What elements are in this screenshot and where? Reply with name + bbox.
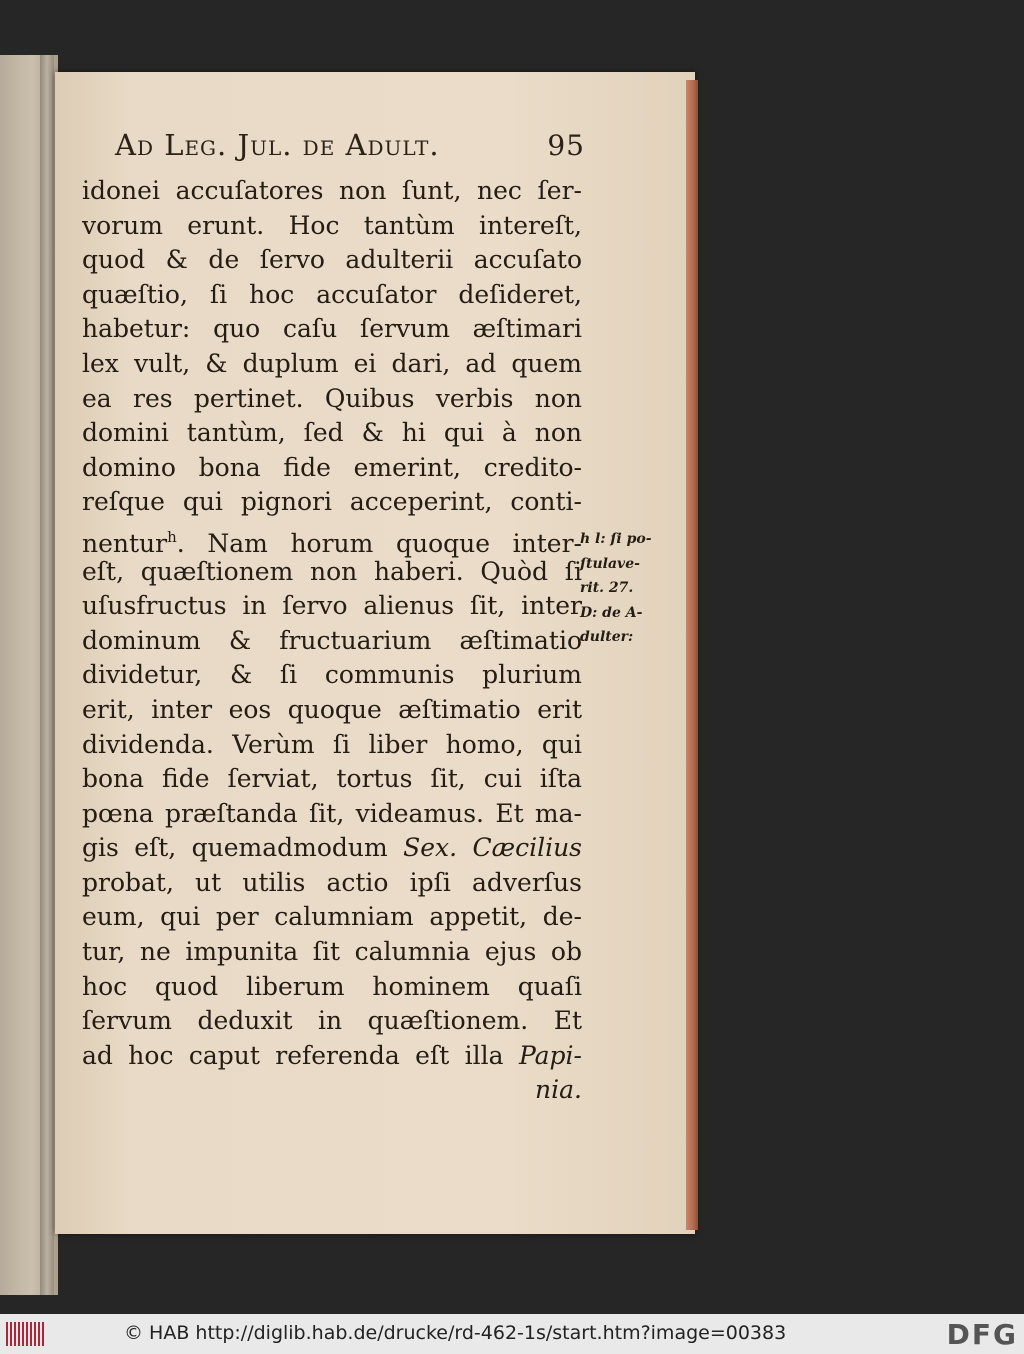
text-line: quod & de ſervo adulterii accuſato — [82, 245, 582, 275]
text-line: dividetur, & ſi communis plurium — [82, 660, 582, 690]
text-line: probat, ut utilis actio ipſi adverſus — [82, 867, 582, 897]
text-line: dominum & fructuarium æſtimatio — [82, 625, 582, 655]
line-head: gis eſt, quemadmodum — [82, 833, 388, 863]
text-line: quæſtio, ſi hoc accuſator deſideret, — [82, 279, 582, 309]
source-link[interactable]: © HAB http://diglib.hab.de/drucke/rd-462-1s/start.htm?image=00383 — [124, 1322, 787, 1344]
text-line: habetur: quo caſu ſervum æſtimari — [82, 314, 582, 344]
text-line: vorum erunt. Hoc tantùm intereſt, — [82, 210, 582, 240]
text-line: eſt, quæſtionem non haberi. Quòd ſi — [82, 556, 582, 586]
marginal-note-line: rit. 27. — [580, 580, 634, 596]
text-line: tur, ne impunita ſit calumnia ejus ob — [82, 937, 582, 967]
marginal-note-line: dulter: — [580, 629, 634, 645]
barcode-icon — [6, 1322, 46, 1346]
text-line: reſque qui pignori acceperint, conti- — [82, 487, 582, 517]
marginal-note-line: h l: ſi po- — [580, 531, 652, 547]
page-number: 95 — [547, 129, 585, 162]
book-gutter — [40, 55, 54, 1295]
text-line: ſervum deduxit in quæſtionem. Et — [82, 1006, 582, 1036]
body-text — [82, 174, 582, 1108]
page-fore-edge — [686, 80, 698, 1230]
text-line: hoc quod liberum hominem quaſi — [82, 971, 582, 1001]
text-line-with-name — [82, 1039, 582, 1074]
text-line: domino bona fide emerint, credito- — [82, 452, 582, 482]
marginal-note-line: D: de A- — [580, 604, 643, 621]
italic-name: Sex. Cæcilius — [403, 833, 582, 863]
text-line-with-note-ref — [82, 520, 582, 558]
text-line: lex vult, & duplum ei dari, ad quem — [82, 348, 582, 378]
text-line: idonei accuſatores non ſunt, nec ſer- — [82, 176, 582, 205]
dfg-logo: DFG — [946, 1318, 1018, 1351]
running-head — [115, 128, 585, 162]
text-line: uſusfructus in ſervo alienus ſit, inter — [82, 591, 582, 621]
marginal-note-line: ſtulave- — [580, 555, 640, 572]
line-head: ad hoc caput referenda eſt illa — [82, 1040, 504, 1070]
text-line: eum, qui per calumniam appetit, de- — [82, 902, 582, 932]
text-line: bona fide ſerviat, tortus ſit, cui iſta — [82, 764, 582, 794]
line-head: nentur — [82, 528, 168, 558]
catchword-text: nia. — [535, 1075, 582, 1105]
marginal-note — [580, 527, 660, 650]
catchword — [82, 1073, 582, 1108]
text-line: ea res pertinet. Quibus verbis non — [82, 383, 582, 413]
footnote-marker: h — [167, 527, 177, 546]
footer-bar — [0, 1314, 1024, 1354]
text-line: erit, inter eos quoque æſtimatio erit — [82, 694, 582, 724]
text-line: domini tantùm, ſed & hi qui à non — [82, 418, 582, 448]
book-page — [55, 72, 695, 1234]
italic-name: Papi- — [518, 1040, 583, 1070]
text-line: pœna præſtanda ſit, videamus. Et ma- — [82, 798, 582, 828]
text-line-with-name — [82, 831, 582, 866]
text-line: dividenda. Verùm ſi liber homo, qui — [82, 729, 582, 759]
line-tail: . Nam horum quoque inter- — [176, 528, 582, 558]
running-head-title: Ad Leg. Jul. de Adult. — [115, 128, 440, 162]
